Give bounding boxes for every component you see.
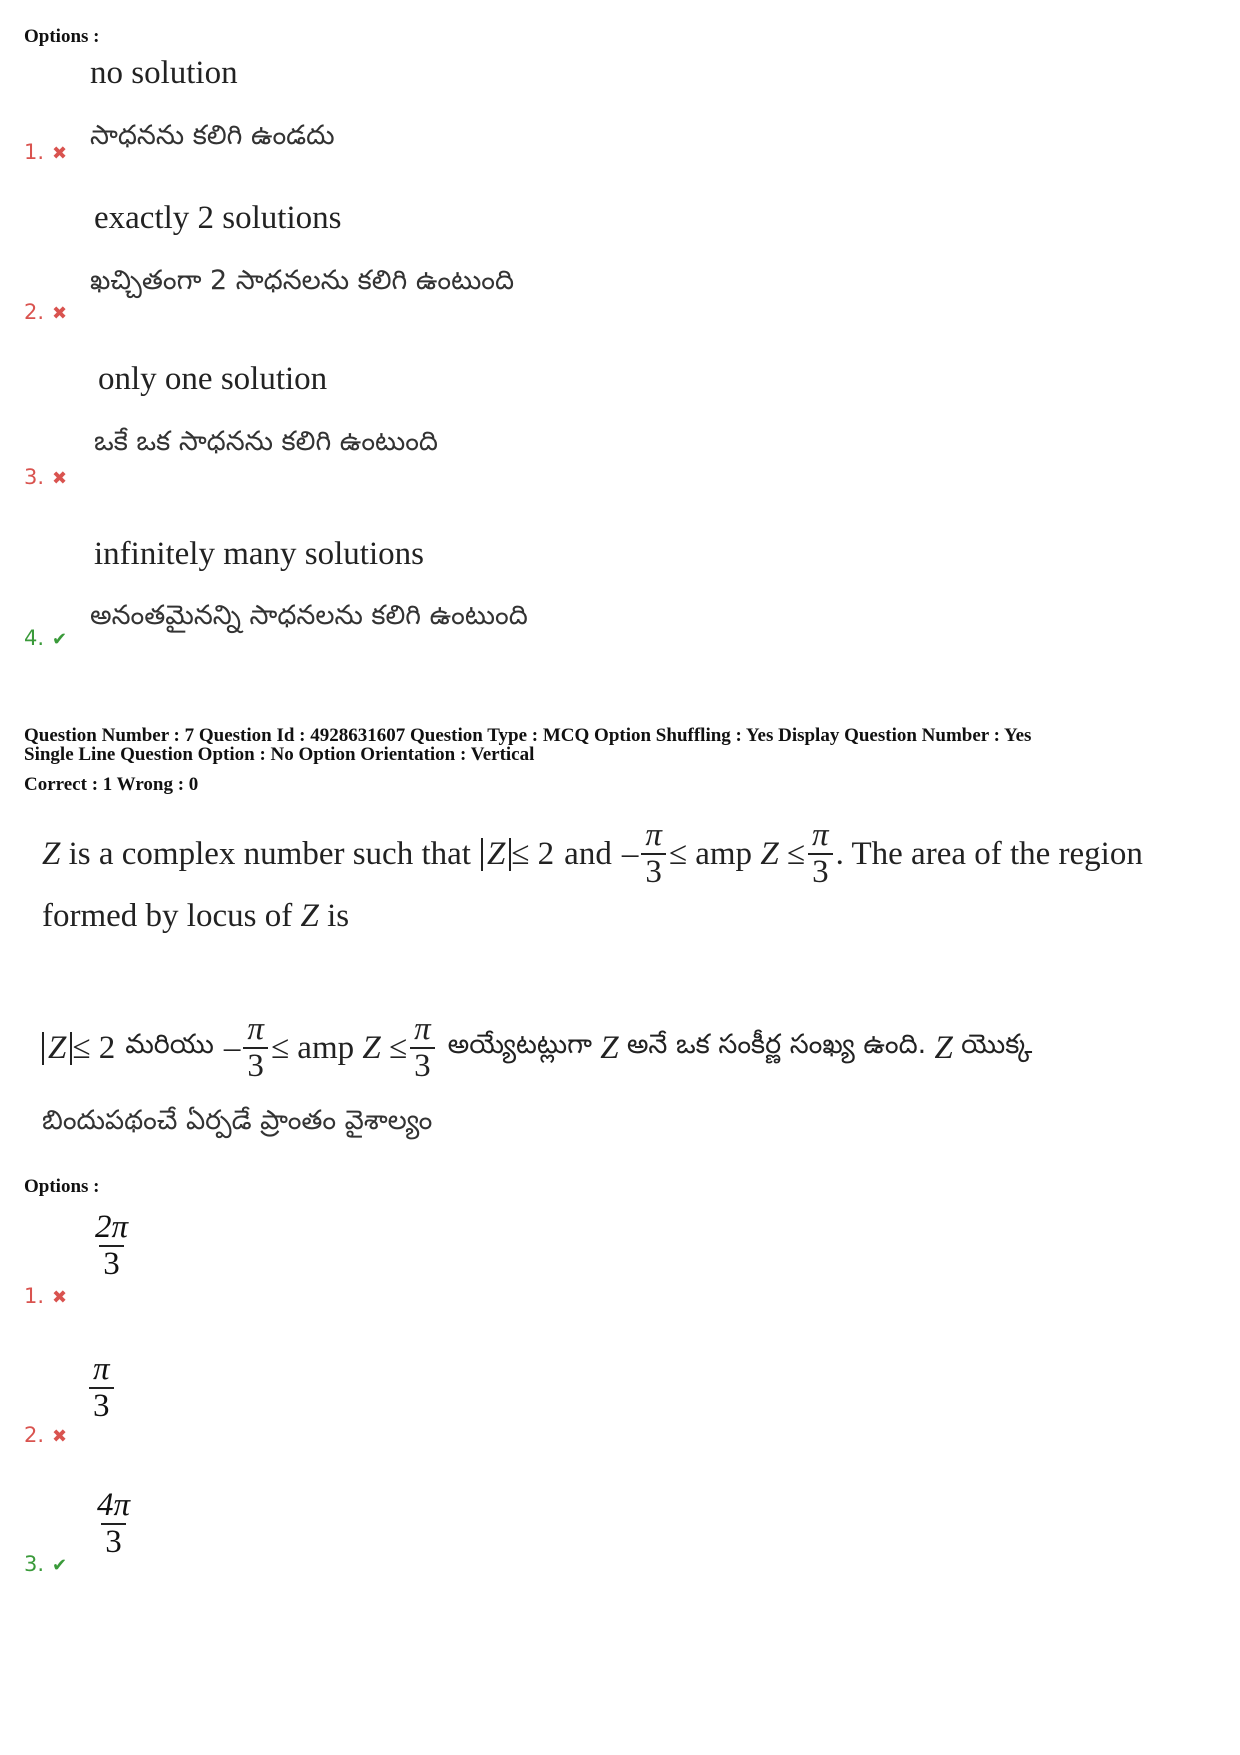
check-mark-icon: ✔ [52,629,68,650]
options-label: Options : [24,1176,100,1197]
question-text: and [564,835,612,872]
inequality-text: ≤ [388,1029,408,1066]
variable-z: Z [362,1029,381,1066]
fraction-numerator: π [93,1351,110,1387]
question-english-line-2 [42,896,349,936]
cross-mark-icon: ✖ [52,1287,68,1308]
option-telugu-text: ఒకే ఒక సాధనను కలిగి ఉంటుంది [94,426,438,457]
question-text: is a complex number such that [68,835,471,872]
minus-sign: – [223,1029,241,1066]
option-fraction [90,1488,137,1559]
option-english-text: only one solution [98,361,328,397]
fraction-pi-over-3: $\frac{\pi}{3}$ [243,1012,268,1083]
option-fraction [86,1352,117,1423]
fraction-denominator: 3 [99,1245,124,1282]
modulus-z: Z [481,838,511,871]
question-telugu-line-1 [42,1012,1032,1084]
question-text: మరియు [125,1029,214,1060]
option-number: 3. ✔ [24,1552,68,1576]
variable-z: Z [42,835,61,872]
option-number: 1. ✖ [24,140,68,164]
variable-z: Z [760,835,779,872]
option-number: 2. ✖ [24,300,68,324]
fraction-pi-over-3: $\frac{\pi}{3}$ [808,818,833,889]
option-telugu-text: సాధనను కలిగి ఉండదు [90,120,335,151]
fraction-numerator: 2π [95,1209,129,1245]
option-telugu-text: అనంతమైనన్ని సాధనలను కలిగి ఉంటుంది [90,600,528,631]
fraction-numerator: 4π [97,1487,131,1523]
option-fraction [88,1210,135,1281]
question-meta-line-2: Single Line Question Option : No Option Orientation : Vertical [24,744,535,765]
fraction-denominator: 3 [101,1523,126,1560]
option-number: 3. ✖ [24,465,68,489]
inequality-text: ≤ amp [270,1029,355,1066]
inequality-text: ≤ [786,835,806,872]
variable-z: Z [300,897,319,934]
options-label: Options : [24,26,100,47]
inequality-text: ≤ 2 [72,1029,116,1066]
inequality-text: ≤ 2 [511,835,555,872]
cross-mark-icon: ✖ [52,468,68,489]
variable-z: Z [934,1029,953,1066]
fraction-pi-over-3: $\frac{\pi}{3}$ [641,818,666,889]
fraction-pi-over-3: $\frac{\pi}{3}$ [410,1012,435,1083]
question-text: యొక్క [961,1029,1033,1060]
question-meta-line-1: Question Number : 7 Question Id : 4928631607 Question Type : MCQ Option Shuffling : Yes Display Question Number : Yes [24,725,1032,746]
question-telugu-line-2 [42,1104,432,1144]
fraction-denominator: 3 [89,1387,114,1424]
question-english-line-1 [42,818,1143,890]
option-english-text: no solution [90,55,238,91]
variable-z: Z [600,1029,619,1066]
cross-mark-icon: ✖ [52,143,68,164]
option-number: 2. ✖ [24,1423,68,1447]
question-text: . The area of the region [835,835,1143,872]
question-text: is [327,897,350,934]
question-text: బిందుపథంచే ఏర్పడే ప్రాంతం వైశాల్యం [42,1105,433,1136]
option-english-text: exactly 2 solutions [94,200,342,236]
option-number: 1. ✖ [24,1284,68,1308]
cross-mark-icon: ✖ [52,1426,68,1447]
modulus-z: Z [42,1032,72,1065]
question-text: అయ్యేటట్లుగా [447,1029,592,1060]
question-marks: Correct : 1 Wrong : 0 [24,774,199,795]
cross-mark-icon: ✖ [52,303,68,324]
inequality-text: ≤ amp [668,835,753,872]
option-english-text: infinitely many solutions [94,536,424,572]
option-telugu-text: ఖచ్చితంగా 2 సాధనలను కలిగి ఉంటుంది [90,265,515,296]
option-number: 4. ✔ [24,626,68,650]
minus-sign: – [621,835,639,872]
question-text: formed by locus of [42,897,293,934]
check-mark-icon: ✔ [52,1555,68,1576]
question-text: అనే ఒక సంకీర్ణ సంఖ్య ఉంది. [626,1029,927,1060]
